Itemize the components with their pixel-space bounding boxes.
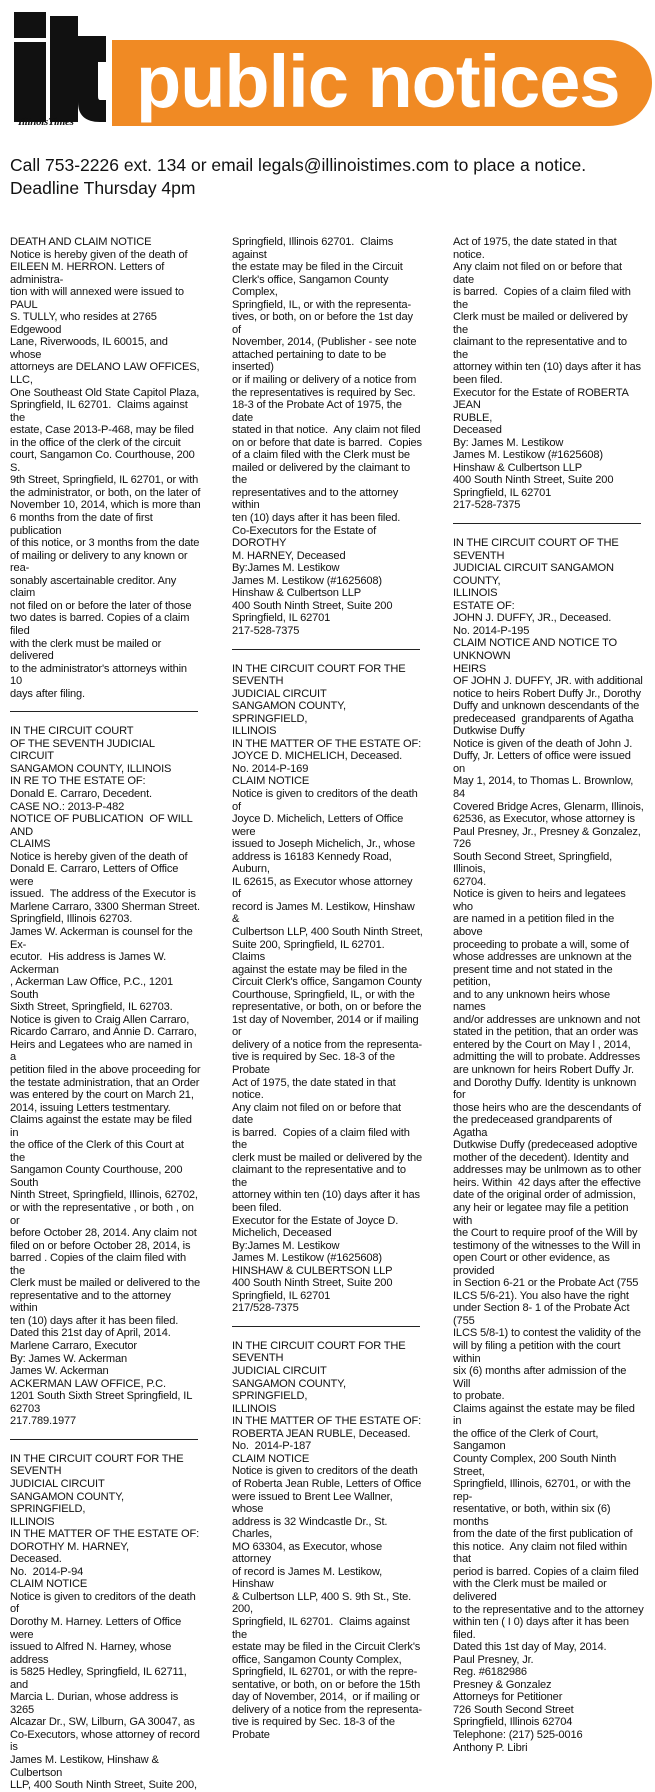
notice-divider — [232, 649, 420, 650]
notice-michelich: IN THE CIRCUIT COURT FOR THE SEVENTH JUDICIAL CIRCUIT SANGAMON COUNTY, SPRINGFIELD, ILLINOIS IN THE MATTER OF THE ESTATE OF: JOYCE D. MICHELICH, Deceased. No. 2014-P-169 CLAIM NOTICE Notice is given to creditors of the death of Joyce D. Michelich, Letters of Office were issued to Joseph Michelich, Jr., whose address is 16183 Kennedy Road, Auburn, IL 62615, as Executor whose attorney of record is James M. Lestikow, Hinshaw & Culbertson LLP, 400 South Ninth Street, Suite 200, Springfield, IL 62701. Claims against the estate may be filed in the Circuit Clerk's office, Sangamon County Courthouse, Springfield, IL, or with the representative, or both, on or before the 1st day of November, 2014 or if mailing or delivery of a notice from the representa- tive is required by Sec. 18-3 of the Probate Act of 1975, the date stated in that notice. Any claim not filed on or before that date is barred. Copies of a claim filed with the clerk must be mailed or delivered by the claimant to the representative and to the attorney within ten (10) days after it has been filed. Executor for the Estate of Joyce D. Michelich, Deceased By:James M. Lestikow James M. Lestikow (#1625608) HINSHAW & CULBERTSON LLP 400 South Ninth Street, Suite 200 Springfield, IL 62701 217/528-7375 — [232, 662, 423, 1315]
notice-column-1 — [10, 236, 201, 1792]
notices-columns — [10, 236, 646, 1792]
notice-ruble-continued: Act of 1975, the date stated in that notice. Any claim not filed on or before that date is barred. Copies of a claim filed with the Clerk must be mailed or delivered by the claimant to the representative and to the attorney within ten (10) days after it has been filed. Executor for the Estate of ROBERTA JEAN RUBLE, Deceased By: James M. Lestikow James M. Lestikow (#1625608) Hinshaw & Culbertson LLP 400 South Ninth Street, Suite 200 Springfield, IL 62701 217-528-7375 — [453, 236, 641, 512]
notice-divider — [453, 523, 641, 524]
notice-divider — [10, 711, 198, 712]
deadline-line: Deadline Thursday 4pm — [10, 178, 196, 198]
notice-carraro: IN THE CIRCUIT COURT OF THE SEVENTH JUDICIAL CIRCUIT SANGAMON COUNTY, ILLINOIS IN RE TO THE ESTATE OF: Donald E. Carraro, Decedent. CASE NO.: 2013-P-482 NOTICE OF PUBLICATION OF WILL AND CLAIMS Notice is hereby given of the death of Donald E. Carraro, Letters of Office were issued. The address of the Executor is Marlene Carraro, 3300 Sherman Street. Springfield, Illinois 62703. James W. Ackerman is counsel for the Ex- ecutor. His address is James W. Ackerman , Ackerman Law Office, P.C., 1201 South Sixth Street, Springfield, IL 62703. Notice is given to Craig Allen Carraro, Ricardo Carraro, and Annie D. Carraro, Heirs and Legatees who are named in a petition filed in the above proceeding for the testate administration, that an Order was entered by the court on March 21, 2014, issuing Letters testmentary. Claims against the estate may be filed in the office of the Clerk of this Court at the Sangamon County Courthouse, 200 South Ninth Street, Springfield, Illinois, 62702, or with the representative , or both , on or before October 28, 2014. Any claim not filed on or before October 28, 2014, is barred . Copies of the claim filed with the Clerk must be mailed or delivered to the representative and to the attorney within ten (10) days after it has been filed. Dated this 21st day of April, 2014. Marlene Carraro, Executor By: James W. Ackerman James W. Ackerman ACKERMAN LAW OFFICE, P.C. 1201 South Sixth Street Springfield, IL 62703 217.789.1977 — [10, 725, 201, 1428]
notice-column-2 — [232, 236, 423, 1741]
page-title: public notices — [136, 40, 620, 123]
notice-harney-continued: Springfield, Illinois 62701. Claims against the estate may be filed in the Circuit Clerk's office, Sangamon County Complex, Springfield, IL, or with the representa- tives, or both, on or before the 1st day of November, 2014, (Publisher - see note attached pertaining to date to be inserted) or if mailing or delivery of a notice from the representatives is required by Sec. 18-3 of the Probate Act of 1975, the date stated in that notice. Any claim not filed on or before that date is barred. Copies of a claim filed with the Clerk must be mailed or delivered by the claimant to the representatives and to the attorney within ten (10) days after it has been filed. Co-Executors for the Estate of DOROTHY M. HARNEY, Deceased By:James M. Lestikow James M. Lestikow (#1625608) Hinshaw & Culbertson LLP 400 South Ninth Street, Suite 200 Springfield, IL 62701 217-528-7375 — [232, 236, 422, 637]
notice-duffy: IN THE CIRCUIT COURT OF THE SEVENTH JUDICIAL CIRCUIT SANGAMON COUNTY, ILLINOIS ESTATE OF: JOHN J. DUFFY, JR., Deceased. No. 2014-P-195 CLAIM NOTICE AND NOTICE TO UNKNOWN HEIRS OF JOHN J. DUFFY, JR. with additional notice to heirs Robert Duffy Jr., Dorothy Duffy and unknown descendants of the predeceased grandparents of Agatha Dutkwise Duffy Notice is given of the death of John J. Duffy, Jr. Letters of office were issued on May 1, 2014, to Thomas L. Brownlow, 84 Covered Bridge Acres, Glenarm, Illinois, 62536, as Executor, whose attorney is Paul Presney, Jr., Presney & Gonzalez, 726 South Second Street, Springfield, Illinois, 62704. Notice is given to heirs and legatees who are named in a petition filed in the above proceeding to probate a will, some of whose addresses are unknown at the present time and not stated in the petition, and to any unknown heirs whose names and/or addresses are unknown and not stated in the petition, that an order was entered by the Court on May l , 2014, admitting the will to probate. Addresses are unknown for heirs Robert Duffy Jr. and Dorothy Duffy. Identity is unknown for those heirs who are the descendants of the predeceased grandparents of Agatha Dutkwise Duffy (predeceased adoptive mother of the decedent). Identity and addresses may be unlmown as to other heirs. Within 42 days after the effective date of the original order of admission, any heir or legatee may file a petition with the Court to require proof of the Will by testimony of the witnesses to the Will in open Court or other evidence, as provided in Section 6-21 or the Probate Act (755 ILCS 5/6-21). You also have the right under Section 8- 1 of the Probate Act (755 ILCS 5/8-1) to contest the validity of the will by filing a petition with the court within six (6) months after admission of the Will to probate. Claims against the estate may be filed in the office of the Clerk of Court, Sangamon County Complex, 200 South Ninth Street, Springfield, Illinois, 62701, or with the rep- resentative, or both, within six (6) months from the date of the first publication of this notice. Any claim not filed within that period is barred. Copies of a claim filed with the Clerk must be mailed or delivered to the representative and to the attorney within ten ( I 0) days after it has been filed. Dated this 1st day of May, 2014. Paul Presney, Jr. Reg. #6182986 Presney & Gonzalez Attorneys for Petitioner 726 South Second Street Springfield, Illinois 62704 Telephone: (217) 525-0016 Anthony P. Libri — [453, 537, 644, 1754]
notice-herron: DEATH AND CLAIM NOTICE Notice is hereby given of the death of EILEEN M. HERRON. Letters of administra- tion with will annexed were issued to PAUL S. TULLY, who resides at 2765 Edgewood Lane, Riverwoods, IL 60015, and whose attorneys are DELANO LAW OFFICES, LLC, One Southeast Old State Capitol Plaza, Springfield, IL 62701. Claims against the estate, Case 2013-P-468, may be filed in the office of the clerk of the circuit court, Sangamon Co. Courthouse, 200 S. 9th Street, Springfield, IL 62701, or with the administrator, or both, on the later of November 10, 2014, which is more than 6 months from the date of first publication of this notice, or 3 months from the date of mailing or delivery to any known or rea- sonably ascertainable creditor. Any claim not filed on or before the later of those two dates is barred. Copies of a claim filed with the clerk must be mailed or delivered to the administrator's attorneys within 10 days after filing. — [10, 236, 201, 700]
contact-line: Call 753-2226 ext. 134 or email legals@illinoistimes.com to place a notice. — [10, 155, 587, 175]
logo-brand-name: IllinoisTimes — [18, 116, 74, 128]
page-header — [0, 0, 655, 150]
notice-harney: IN THE CIRCUIT COURT FOR THE SEVENTH JUDICIAL CIRCUIT SANGAMON COUNTY, SPRINGFIELD, ILLINOIS IN THE MATTER OF THE ESTATE OF: DOROTHY M. HARNEY, Deceased. No. 2014-P-94 CLAIM NOTICE Notice is given to creditors of the death of Dorothy M. Harney. Letters of Office were issued to Alfred N. Harney, whose address is 5825 Hedley, Springfield, IL 62711, and Marcia L. Durian, whose address is 3265 Alcazar Dr., SW, Lilburn, GA 30047, as Co-Executors, whose attorney of record is James M. Lestikow, Hinshaw & Culbertson LLP, 400 South Ninth Street, Suite 200, — [10, 1452, 200, 1792]
contact-info — [10, 154, 650, 200]
notice-divider — [10, 1439, 198, 1440]
notice-column-3 — [453, 236, 644, 1754]
notice-divider — [232, 1326, 420, 1327]
notice-ruble: IN THE CIRCUIT COURT FOR THE SEVENTH JUDICIAL CIRCUIT SANGAMON COUNTY, SPRINGFIELD, ILLINOIS IN THE MATTER OF THE ESTATE OF: ROBERTA JEAN RUBLE, Deceased. No. 2014-P-187 CLAIM NOTICE Notice is given to creditors of the death of Roberta Jean Ruble, Letters of Office were issued to Brent Lee Wallner, whose address is 32 Windcastle Dr., St. Charles, MO 63304, as Executor, whose attorney of record is James M. Lestikow, Hinshaw & Culbertson LLP, 400 S. 9th St., Ste. 200, Springfield, IL 62701. Claims against the estate may be filed in the Circuit Clerk's office, Sangamon County Complex, Springfield, IL 62701, or with the repre- sentative, or both, on or before the 15th day of November, 2014, or if mailing or delivery of a notice from the representa- tive is required by Sec. 18-3 of the Probate — [232, 1339, 422, 1741]
title-banner — [112, 40, 652, 126]
